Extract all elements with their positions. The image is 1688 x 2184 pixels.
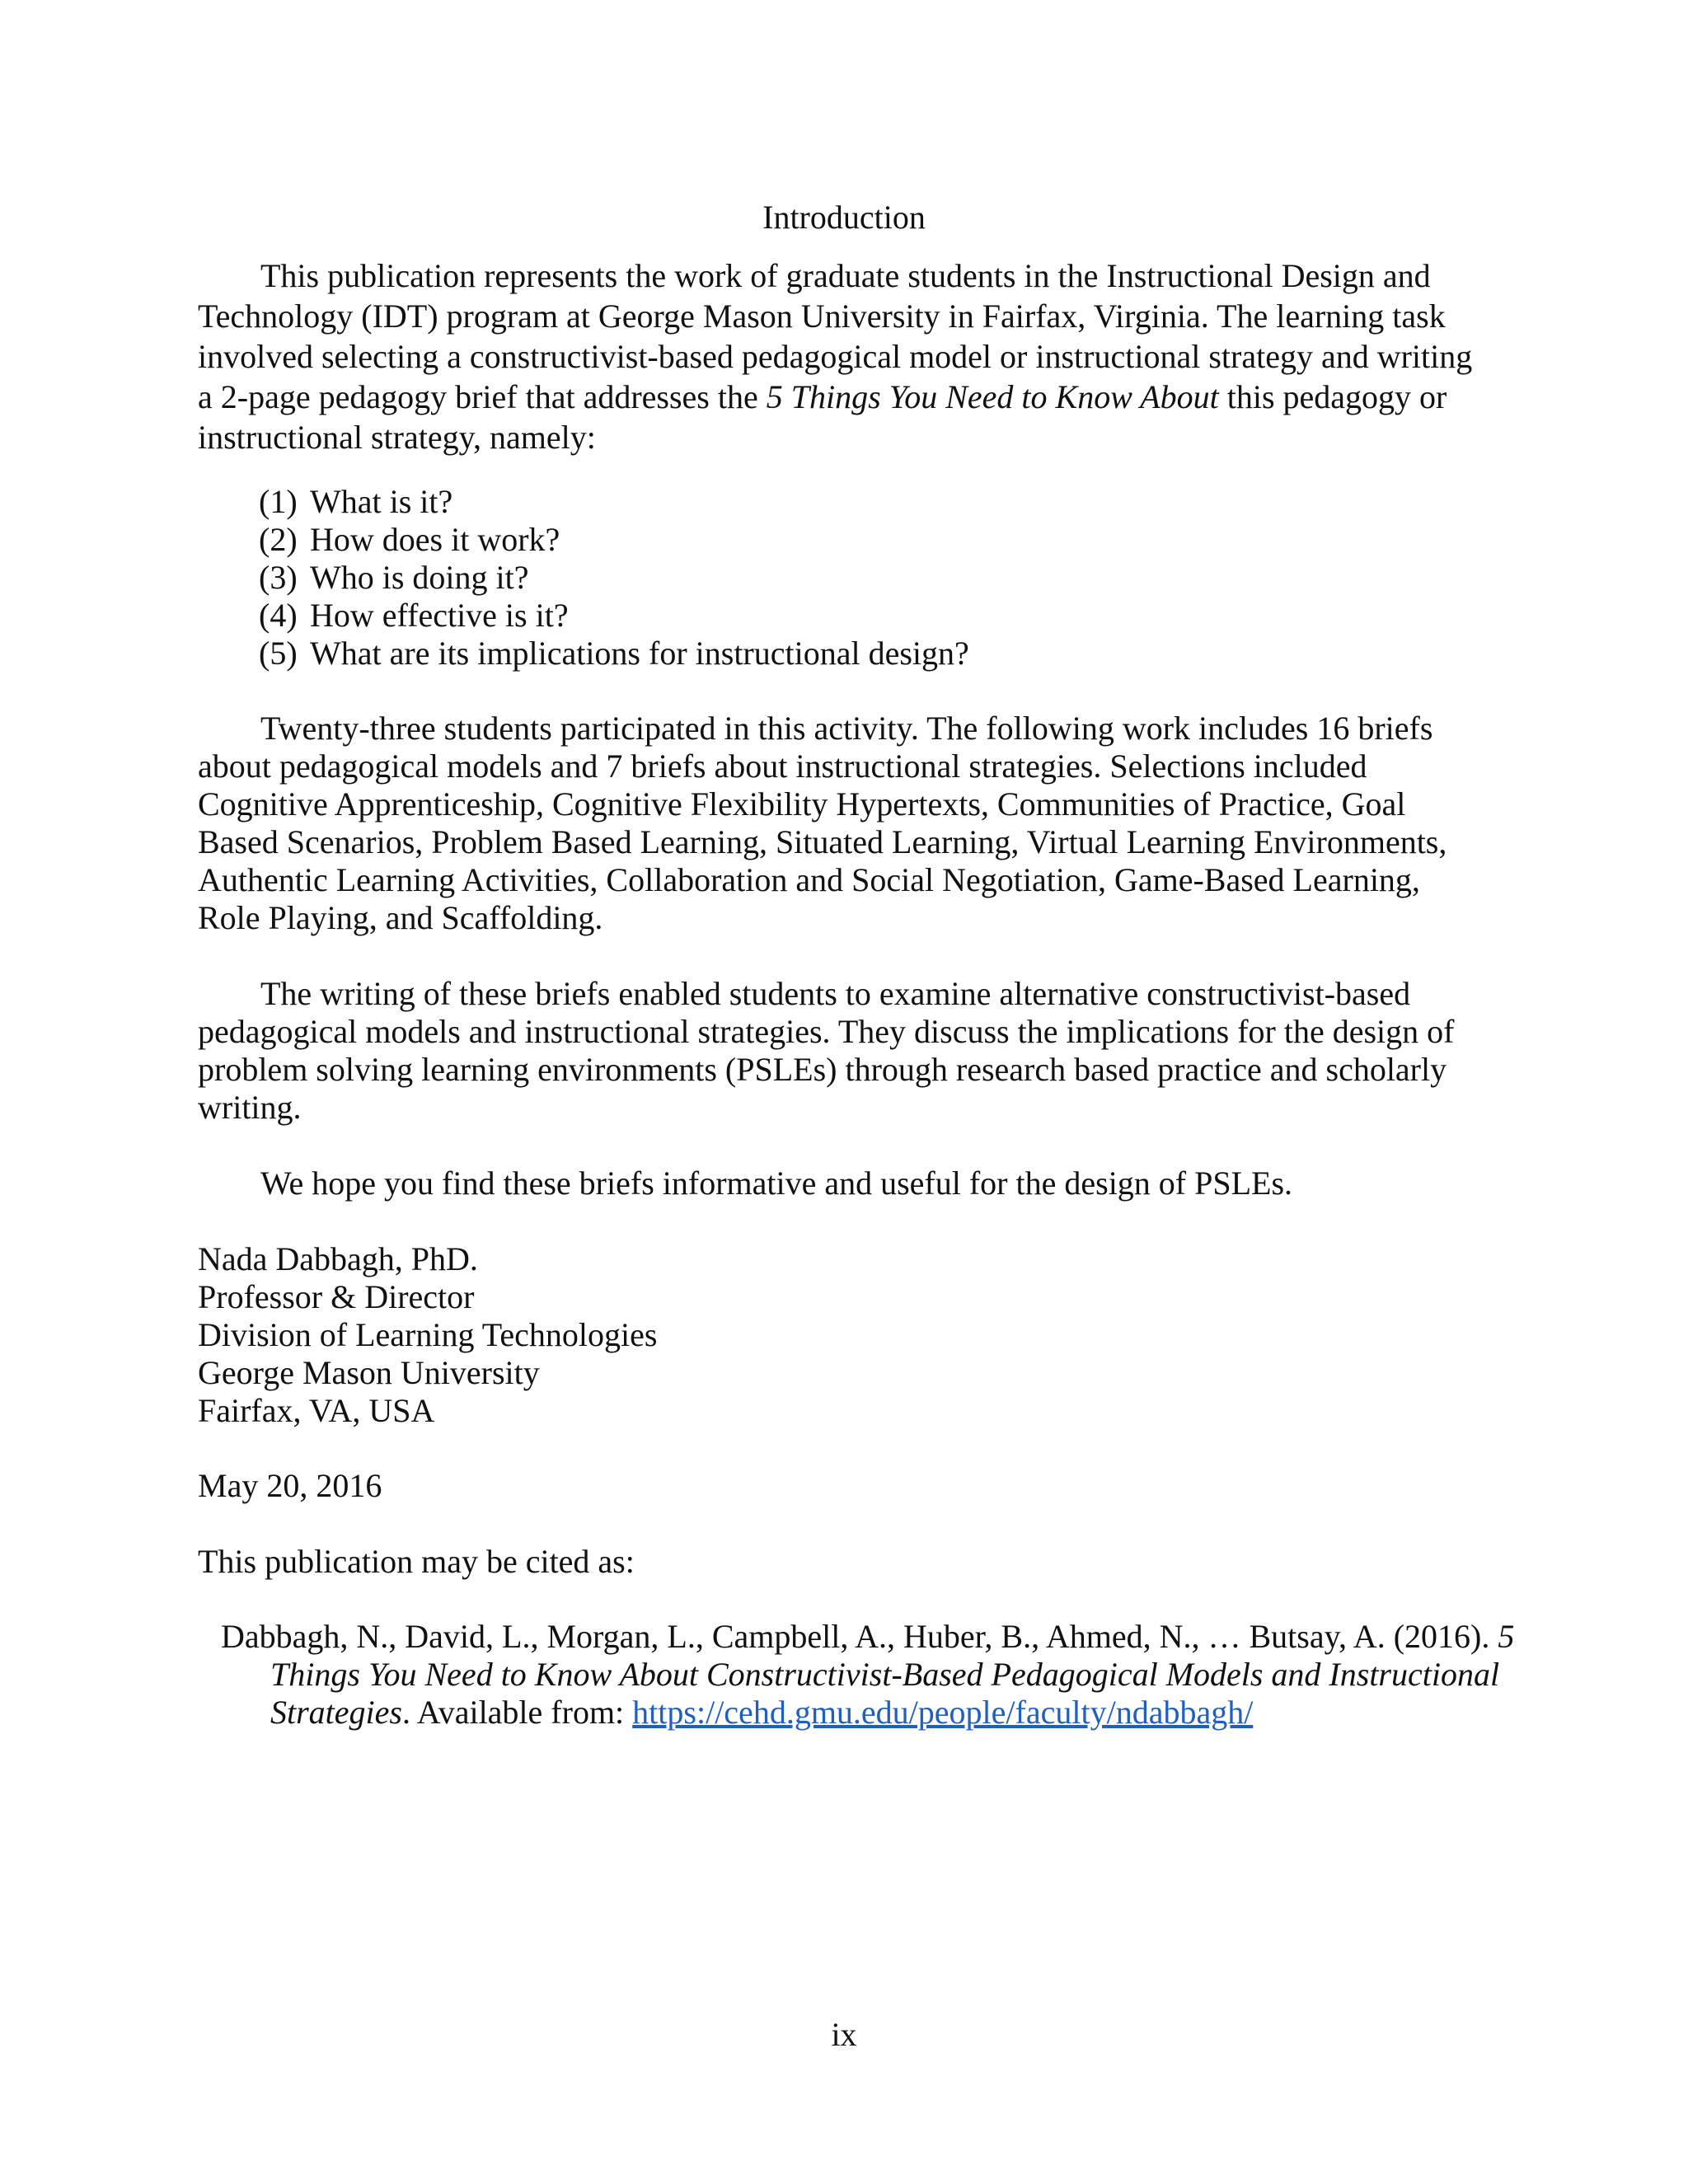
closing-paragraph: We hope you find these briefs informative and useful for the design of PSLEs. bbox=[260, 1165, 1293, 1202]
citation-title: 5 Things You Need to Know About Constructivist-Based Pedagogical Models and Instructional Strategies bbox=[270, 1618, 1515, 1731]
signature-title: Professor & Director bbox=[198, 1278, 475, 1315]
signature-location: Fairfax, VA, USA bbox=[198, 1392, 435, 1429]
implications-paragraph: The writing of these briefs enabled students to examine alternative constructivist-based pedagogical models and instructional strategies. They discuss the implications for the design of problem solving learning environments (PSLEs) through research based practice and scholarly writing. bbox=[198, 975, 1455, 1126]
list-item bbox=[259, 635, 969, 673]
publication-date: May 20, 2016 bbox=[198, 1467, 382, 1504]
intro-paragraph bbox=[198, 255, 1484, 457]
citation-label: This publication may be cited as: bbox=[198, 1543, 635, 1580]
list-item-text: What is it? bbox=[310, 483, 453, 520]
citation-url-link[interactable]: https://cehd.gmu.edu/people/faculty/ndabbagh/ bbox=[632, 1694, 1254, 1731]
list-item-text: What are its implications for instructional design? bbox=[310, 635, 969, 672]
list-item-text: How does it work? bbox=[310, 521, 560, 558]
citation-authors: Dabbagh, N., David, L., Morgan, L., Campbell, A., Huber, B., Ahmed, N., … Butsay, A. (2016). bbox=[221, 1618, 1498, 1655]
intro-text-end: this pedagogy or instructional strategy, namely: bbox=[198, 378, 1447, 456]
list-item-text: How effective is it? bbox=[310, 597, 569, 634]
questions-list bbox=[259, 483, 969, 673]
signature-university: George Mason University bbox=[198, 1354, 540, 1391]
intro-text-start: This publication represents the work of graduate students in the Instructional Design and Technology (IDT) program at George Mason University in Fairfax, Virginia. The learning task involved selecting a constructivist-based pedagogical model or instructional strategy and writing a 2-page pedagogy brief that addresses the bbox=[198, 257, 1473, 415]
signature-name: Nada Dabbagh, PhD. bbox=[198, 1240, 478, 1277]
signature-block bbox=[198, 1240, 657, 1430]
list-item-number: (1) bbox=[259, 483, 298, 520]
list-item bbox=[259, 559, 969, 597]
page-number: ix bbox=[831, 2016, 857, 2053]
list-item-number: (5) bbox=[259, 635, 298, 672]
list-item bbox=[259, 521, 969, 559]
list-item-number: (2) bbox=[259, 521, 298, 558]
citation-reference bbox=[221, 1618, 1515, 1732]
page-title: Introduction bbox=[762, 199, 926, 236]
list-item-number: (4) bbox=[259, 597, 298, 634]
participants-paragraph: Twenty-three students participated in this activity. The following work includes 16 briefs about pedagogical models and 7 briefs about instructional strategies. Selections included Cognitive Apprenticeship, Cognitive Flexibility Hypertexts, Communities of Practice, Goal Based Scenarios, Problem Based Learning, Situated Learning, Virtual Learning Environments, Authentic Learning Activities, Collaboration and Social Negotiation, Game-Based Learning, Role Playing, and Scaffolding. bbox=[198, 710, 1447, 936]
citation-available: . Available from: bbox=[401, 1694, 633, 1731]
list-item-text: Who is doing it? bbox=[310, 559, 529, 596]
list-item bbox=[259, 597, 969, 635]
list-item-number: (3) bbox=[259, 559, 298, 596]
intro-italic-phrase: 5 Things You Need to Know About bbox=[766, 378, 1219, 415]
list-item bbox=[259, 483, 969, 521]
signature-division: Division of Learning Technologies bbox=[198, 1316, 658, 1353]
